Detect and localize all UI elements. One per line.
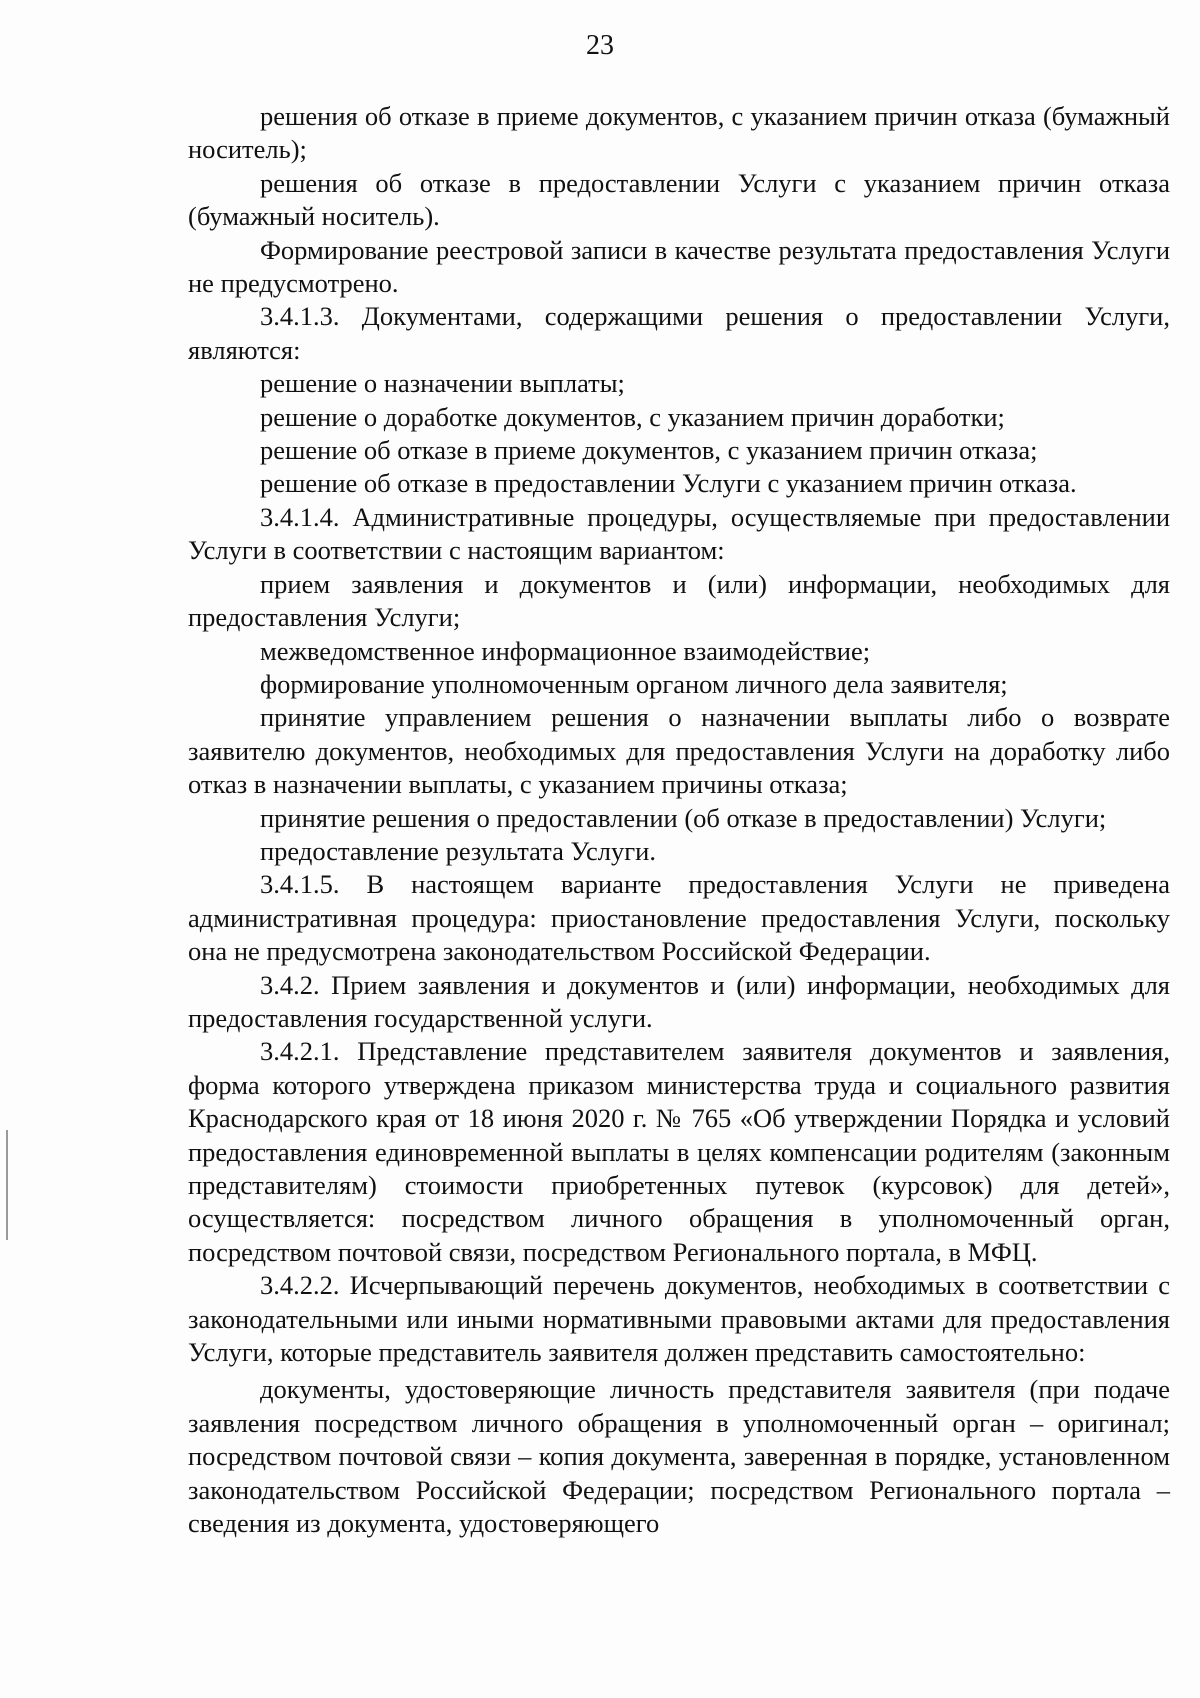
scan-edge-mark xyxy=(6,1130,8,1240)
page-number: 23 xyxy=(586,30,614,61)
paragraph: 3.4.1.4. Административные процедуры, осуществляемые при предоставлении Услуги в соответствии с настоящим вариантом: xyxy=(188,501,1170,566)
paragraph: принятие управлением решения о назначении выплаты либо о возврате заявителю документов, необходимых для предоставления Услуги на доработку либо отказ в назначении выплаты, с указанием причины отказа; xyxy=(188,702,1170,800)
paragraph: решение о назначении выплаты; xyxy=(260,368,625,399)
paragraph: формирование уполномоченным органом личного дела заявителя; xyxy=(260,668,1008,699)
paragraph: 3.4.1.3. Документами, содержащими решения о предоставлении Услуги, являются: xyxy=(188,301,1170,365)
paragraph: решения об отказе в приеме документов, с указанием причин отказа (бумажный носитель); xyxy=(188,101,1170,165)
paragraph: предоставление результата Услуги. xyxy=(260,835,656,866)
paragraph: документы, удостоверяющие личность представителя заявителя (при подаче заявления посредством личного обращения в уполномоченный орган – оригинал; посредством почтовой связи – копия документа, заверенная в порядке, установленном законодательством Российской Федерации; посредством Регионального портала – сведения из документа, удостоверяющего xyxy=(188,1374,1170,1539)
paragraph: решение о доработке документов, с указанием причин доработки; xyxy=(260,401,1005,432)
paragraph: решения об отказе в предоставлении Услуги с указанием причин отказа (бумажный носитель). xyxy=(188,167,1170,232)
paragraph: 3.4.2.1. Представление представителем заявителя документов и заявления, форма которого утверждена приказом министерства труда и социального развития Краснодарского края от 18 июня 2020 г. № 765 «Об утверждении Порядка и условий предоставления единовременной выплаты в целях компенсации родителям (законным представителям) стоимости приобретенных путевок (курсовок) для детей», осуществляется: посредством личного обращения в уполномоченный орган, посредством почтовой связи, посредством Регионального портала, в МФЦ. xyxy=(188,1036,1170,1267)
paragraph: решение об отказе в предоставлении Услуги с указанием причин отказа. xyxy=(260,468,1077,499)
paragraph: 3.4.1.5. В настоящем варианте предоставления Услуги не приведена административная процедура: приостановление предоставления Услуги, поскольку она не предусмотрена законодательством Российской Федерации. xyxy=(188,869,1170,967)
paragraph: прием заявления и документов и (или) информации, необходимых для предоставления Услуги; xyxy=(188,568,1170,633)
paragraph: Формирование реестровой записи в качестве результата предоставления Услуги не предусмотрено. xyxy=(188,234,1170,299)
paragraph: межведомственное информационное взаимодействие; xyxy=(260,635,871,666)
paragraph: 3.4.2. Прием заявления и документов и (или) информации, необходимых для предоставления государственной услуги. xyxy=(188,969,1170,1033)
paragraph: принятие решения о предоставлении (об отказе в предоставлении) Услуги; xyxy=(260,802,1107,833)
paragraph: решение об отказе в приеме документов, с указанием причин отказа; xyxy=(260,435,1038,466)
document-body xyxy=(188,100,1170,1540)
paragraph: 3.4.2.2. Исчерпывающий перечень документов, необходимых в соответствии с законодательными или иными нормативными правовыми актами для предоставления Услуги, которые представитель заявителя должен представить самостоятельно: xyxy=(188,1270,1170,1368)
